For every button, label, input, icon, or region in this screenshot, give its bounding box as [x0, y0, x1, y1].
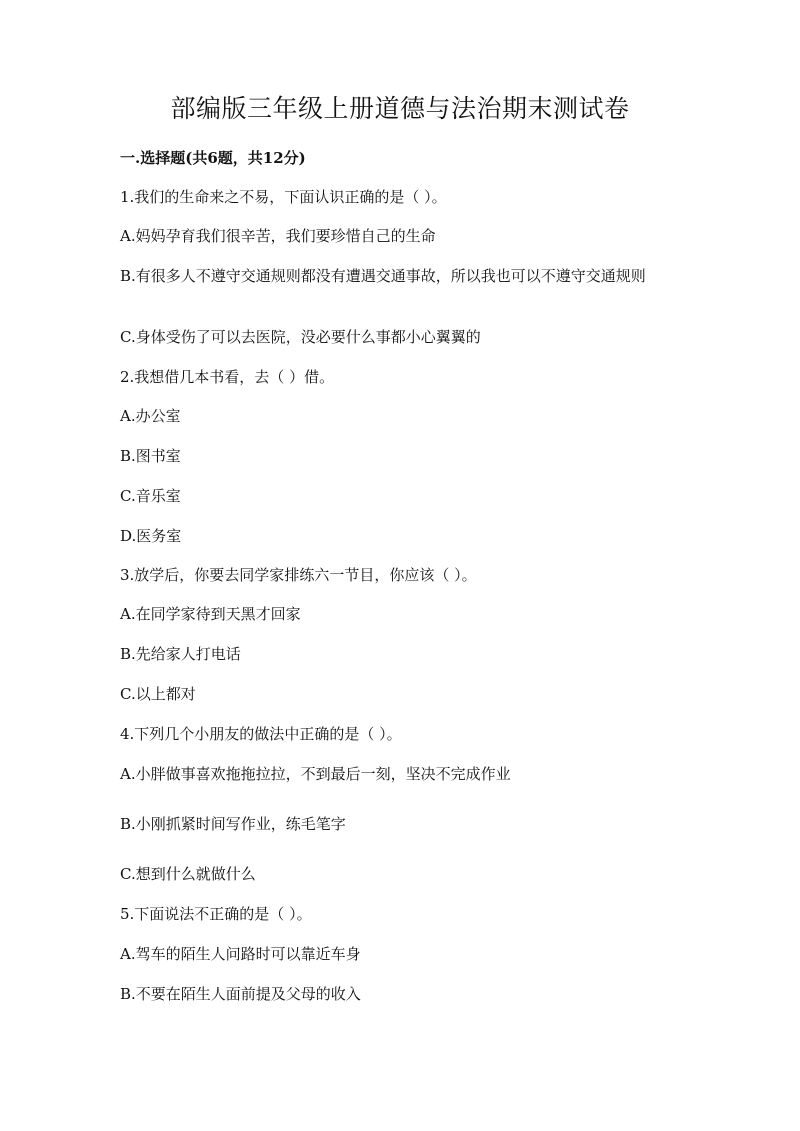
question-4-option-b: B.小刚抓紧时间写作业，练毛笔字: [120, 815, 346, 833]
exam-title: 部编版三年级上册道德与法治期末测试卷: [170, 94, 630, 123]
question-5-option-b: B.不要在陌生人面前提及父母的收入: [120, 985, 361, 1003]
question-4-option-c: C.想到什么就做什么: [120, 865, 256, 883]
question-2-option-b: B.图书室: [120, 447, 181, 465]
question-3-option-a: A.在同学家待到天黑才回家: [120, 605, 301, 623]
question-2-option-d: D.医务室: [120, 527, 182, 545]
question-2-option-c: C.音乐室: [120, 487, 181, 505]
question-1-option-a: A.妈妈孕育我们很辛苦，我们要珍惜自己的生命: [120, 227, 436, 245]
question-4-option-a: A.小胖做事喜欢拖拖拉拉，不到最后一刻，坚决不完成作业: [120, 765, 511, 783]
question-3-option-b: B.先给家人打电话: [120, 645, 241, 663]
question-3-option-c: C.以上都对: [120, 685, 196, 703]
section-heading: 一.选择题(共6题，共12分): [120, 149, 306, 167]
question-2-stem: 2.我想借几本书看，去（ ）借。: [120, 368, 335, 386]
question-1-option-c: C.身体受伤了可以去医院，没必要什么事都小心翼翼的: [120, 328, 481, 346]
question-2-option-a: A.办公室: [120, 407, 181, 425]
question-5-option-a: A.驾车的陌生人问路时可以靠近车身: [120, 945, 361, 963]
question-3-stem: 3.放学后，你要去同学家排练六一节目，你应该（ ）。: [120, 566, 477, 584]
question-5-stem: 5.下面说法不正确的是（ ）。: [120, 905, 312, 923]
question-4-stem: 4.下列几个小朋友的做法中正确的是（ ）。: [120, 725, 402, 743]
question-1-option-b: B.有很多人不遵守交通规则都没有遭遇交通事故，所以我也可以不遵守交通规则: [120, 267, 646, 285]
question-1-stem: 1.我们的生命来之不易，下面认识正确的是（ ）。: [120, 188, 447, 206]
